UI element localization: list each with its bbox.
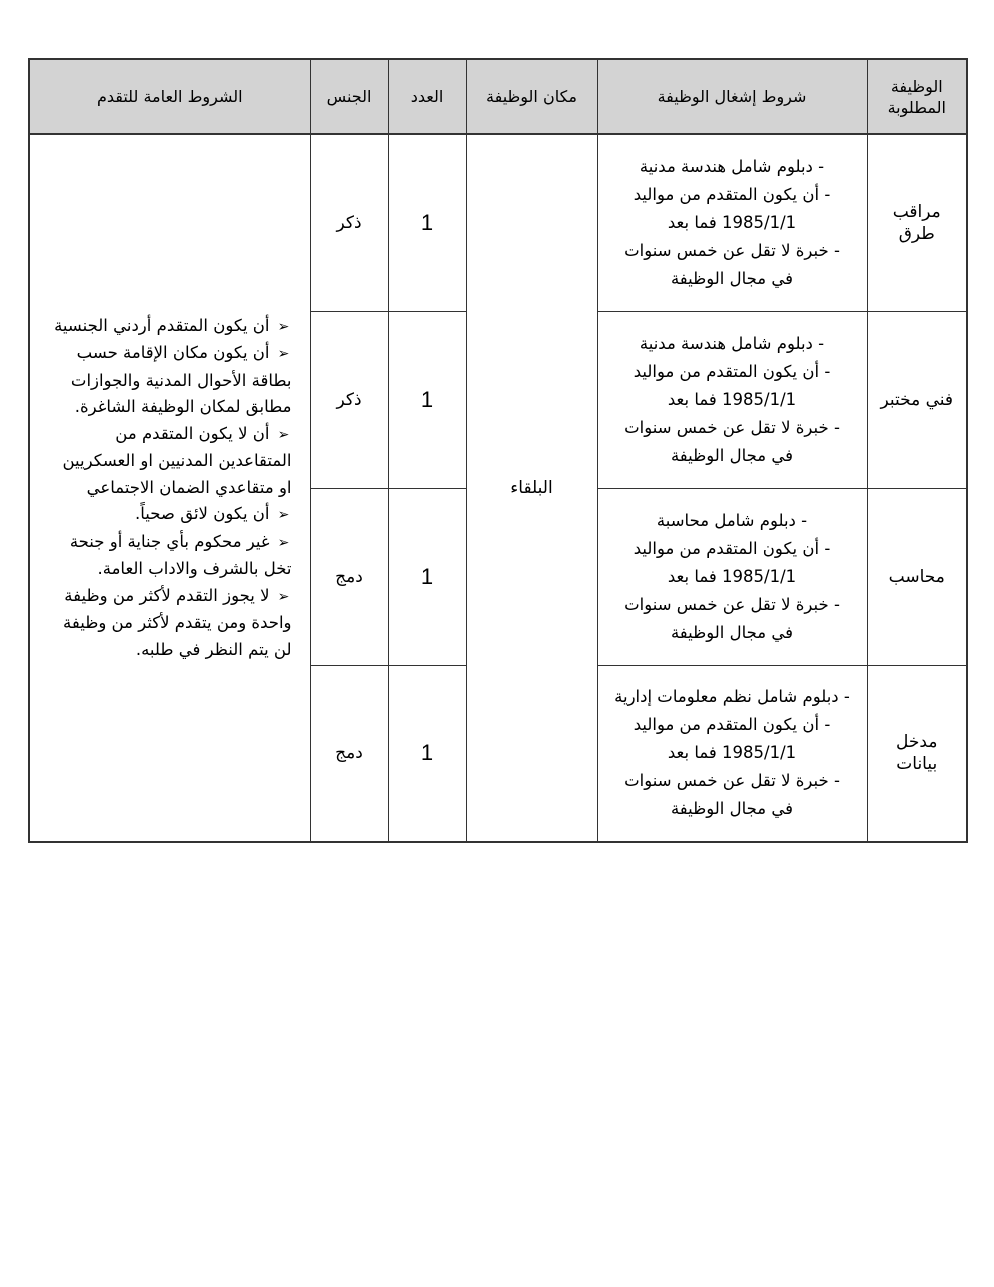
arrow-bullet-icon: ➢: [277, 588, 290, 605]
condition-line: 1985/1/1 فما بعد: [667, 566, 797, 586]
condition-line: 1985/1/1 فما بعد: [667, 743, 797, 763]
condition-line: - خبرة لا تقل عن خمس سنوات: [624, 594, 840, 614]
general-condition-item: [38, 501, 292, 529]
job-title-line: مدخل: [896, 732, 938, 753]
header-job: الوظيفة المطلوبة: [867, 59, 967, 134]
general-condition-item: [38, 583, 292, 664]
general-condition-text: غير محكوم بأي جناية أو جنحة: [69, 531, 270, 551]
general-condition-text: أن يكون المتقدم أردني الجنسية: [54, 315, 270, 335]
header-count: العدد: [388, 59, 466, 134]
condition-line: - دبلوم شامل محاسبة: [656, 510, 808, 530]
job-count-cell: 1: [388, 311, 466, 488]
job-conditions-list: [598, 507, 867, 647]
condition-line: - خبرة لا تقل عن خمس سنوات: [624, 417, 840, 437]
condition-line: - أن يكون المتقدم من مواليد: [633, 361, 831, 381]
job-title-cell: [867, 311, 967, 488]
job-title-line: طرق: [898, 223, 935, 244]
job-count-cell: 1: [388, 134, 466, 311]
job-gender-cell: دمج: [310, 665, 388, 842]
job-conditions-list: [598, 330, 867, 470]
job-gender-cell: دمج: [310, 488, 388, 665]
condition-line: 1985/1/1 فما بعد: [667, 212, 797, 232]
job-place-cell: البلقاء: [466, 134, 597, 842]
general-condition-text: واحدة ومن يتقدم لأكثر من وظيفة: [63, 613, 292, 633]
condition-line: - دبلوم شامل هندسة مدنية: [639, 333, 825, 353]
general-condition-text: أن يكون لائق صحياً.: [135, 504, 270, 524]
general-condition-text: لا يجوز التقدم لأكثر من وظيفة: [64, 585, 270, 605]
header-conditions: شروط إشغال الوظيفة: [597, 59, 867, 134]
condition-line: في مجال الوظيفة: [670, 445, 794, 465]
job-conditions-cell: [597, 488, 867, 665]
job-conditions-list: [598, 153, 867, 293]
general-condition-text: او متقاعدي الضمان الاجتماعي: [86, 477, 292, 497]
job-conditions-list: [598, 683, 867, 823]
condition-line: - دبلوم شامل نظم معلومات إدارية: [614, 687, 850, 707]
arrow-bullet-icon: ➢: [277, 346, 290, 363]
condition-line: - خبرة لا تقل عن خمس سنوات: [624, 240, 840, 260]
general-condition-item: [38, 313, 292, 341]
condition-line: 1985/1/1 فما بعد: [667, 389, 797, 409]
arrow-bullet-icon: ➢: [277, 318, 290, 335]
header-general: الشروط العامة للتقدم: [29, 59, 310, 134]
job-title-cell: [867, 665, 967, 842]
general-condition-item: [38, 340, 292, 421]
header-place: مكان الوظيفة: [466, 59, 597, 134]
general-condition-item: [38, 421, 292, 502]
condition-line: في مجال الوظيفة: [670, 268, 794, 288]
general-conditions-cell: [29, 134, 310, 842]
jobs-table: [28, 58, 968, 843]
condition-line: - دبلوم شامل هندسة مدنية: [639, 156, 825, 176]
general-condition-text: أن لا يكون المتقدم من: [115, 423, 270, 443]
job-conditions-cell: [597, 665, 867, 842]
job-gender-cell: ذكر: [310, 134, 388, 311]
general-condition-text: المتقاعدين المدنيين او العسكريين: [62, 451, 292, 471]
condition-line: - أن يكون المتقدم من مواليد: [633, 184, 831, 204]
arrow-bullet-icon: ➢: [277, 426, 290, 443]
job-title-cell: [867, 488, 967, 665]
condition-line: - أن يكون المتقدم من مواليد: [633, 538, 831, 558]
arrow-bullet-icon: ➢: [277, 534, 290, 551]
general-condition-text: لن يتم النظر في طلبه.: [135, 639, 292, 659]
general-condition-text: أن يكون مكان الإقامة حسب: [76, 343, 270, 363]
table-row: [29, 134, 967, 311]
arrow-bullet-icon: ➢: [277, 507, 290, 524]
general-condition-item: [38, 529, 292, 583]
condition-line: - أن يكون المتقدم من مواليد: [633, 715, 831, 735]
job-title-line: محاسب: [888, 566, 945, 587]
header-row: [29, 59, 967, 134]
job-title-line: فني مختبر: [880, 389, 954, 410]
job-title-line: بيانات: [896, 754, 938, 775]
condition-line: - خبرة لا تقل عن خمس سنوات: [624, 771, 840, 791]
job-conditions-cell: [597, 134, 867, 311]
job-count-cell: 1: [388, 665, 466, 842]
job-title-cell: [867, 134, 967, 311]
general-condition-text: مطابق لمكان الوظيفة الشاغرة.: [74, 397, 292, 417]
condition-line: في مجال الوظيفة: [670, 799, 794, 819]
general-condition-text: بطاقة الأحوال المدنية والجوازات: [70, 370, 292, 390]
job-gender-cell: ذكر: [310, 311, 388, 488]
job-conditions-cell: [597, 311, 867, 488]
general-condition-text: تخل بالشرف والاداب العامة.: [97, 559, 292, 579]
general-conditions-list: [38, 313, 292, 664]
condition-line: في مجال الوظيفة: [670, 622, 794, 642]
job-count-cell: 1: [388, 488, 466, 665]
header-gender: الجنس: [310, 59, 388, 134]
job-title-line: مراقب: [892, 201, 941, 222]
